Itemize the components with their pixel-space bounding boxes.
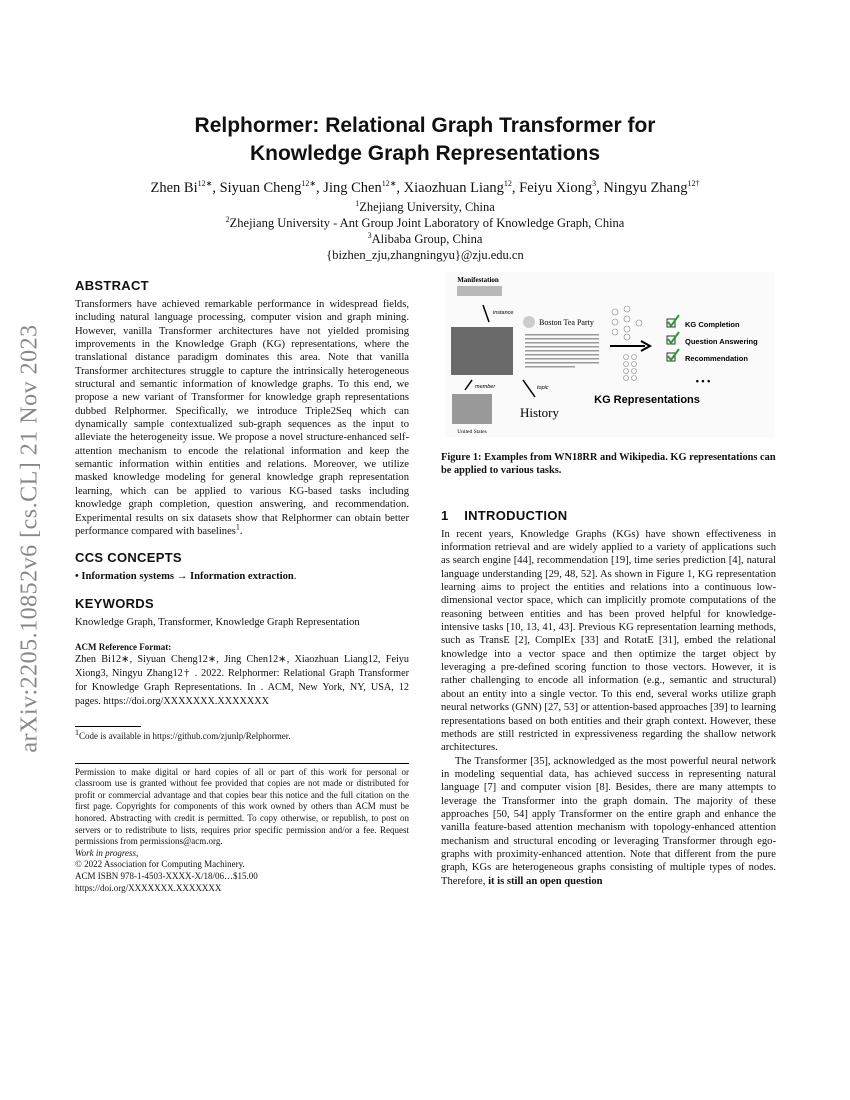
acm-ref-heading: ACM Reference Format: [75,641,172,652]
author: Ningyu Zhang$^{12\dagger}$ [603,179,700,196]
isbn: ACM ISBN 978-1-4503-XXXX-X/18/06…$15.00 [75,871,258,881]
task-label: KG Completion [685,320,740,329]
intro-emphasis: it is still an open question [488,875,603,887]
figure-label: KG Representations [594,394,700,406]
footnote-rule [75,726,141,727]
task-label: Question Answering [685,337,758,346]
permission-text: Permission to make digital or hard copies of all or part of this work for personal or classroom use is granted without fee provided that copies are not made or distributed for profit or commercial advantage and that copies bear this notice and the full citation on the first page. Copyrights for components of this work owned by others than ACM must be honored. Abstracting with credit is permitted. To copy otherwise, or republish, to post on servers or to redistribute to lists, requires prior specific permission and/or a fee. Request permissions from permissions@acm.org. [75,766,409,847]
keywords-heading: KEYWORDS [75,595,154,611]
keywords: Knowledge Graph, Transformer, Knowledge Graph Representation [75,616,360,628]
footnote-mark: 1 [235,522,240,532]
abstract-section [75,278,409,538]
abstract-body: Transformers have achieved remarkable performance in widespread fields, including natural language processing, computer vision and graph mining. However, vanilla Transformer architectures have not yielded promising improvements in the Knowledge Graph (KG) representations, where the translational distance paradigm dominates this area. Note that vanilla Transformer architectures struggle to capture the intrinsically heterogeneous structural and semantic information of knowledge graphs. To this end, we propose a new variant of Transformer for knowledge graph representations dubbed Relphormer. Specifically, we introduce Triple2Seq which can dynamically sample contextualized sub-graph sequences as the input to alleviate the heterogeneity issue. We propose a novel structure-enhanced self-attention mechanism to encode the relational information and keep the semantic information within entities and relations. Moreover, we utilize masked knowledge modeling for general knowledge graph representation learning, which can be applied to various KG-based tasks including knowledge graph completion, question answering, and recommendation. Experimental results on six datasets show that Relphormer can obtain better performance compared with baselines$^1$. [75,299,409,537]
intro-text: The Transformer [35], acknowledged as the most powerful neural network in modeling sequential data, has achieved success in representing natural language [7] and computer vision [8]. Besides, there are many attempts to leverage the Transformer into the graph domain. The majority of these approaches [50, 54] apply Transformer on the entire graph and enhance the vanilla feature-based attention mechanism with topology-enhanced attention mechanism and structural encoding or leveraging Transformer through ego-graphs with proximity-enhanced attention. Note that different from the pure graph, KGs are heterogeneous graphs consisting of multiple types of nodes. Therefore, [441,755,776,887]
task-label: Recommendation [685,354,748,363]
ccs-heading: CCS CONCEPTS [75,550,182,566]
manifestation-image [457,286,502,296]
united-states-map [452,394,492,424]
wikipedia-icon [523,316,535,328]
ccs-section [75,550,409,583]
boston-tea-party-image [451,327,513,375]
acm-ref-text: Zhen Bi12∗, Siyuan Cheng12∗, Jing Chen12∗, Xiaozhuan Liang12, Feiyu Xiong3, Ningyu Zhang12† . 2022. Relphormer: Relational Graph Transformer for Knowledge Graph Representations. In . ACM, New York, NY, USA, 12 pages. https://doi.org/XXXXXXX.XXXXXXX [75,654,409,707]
copyright: © 2022 Association for Computing Machinery. [75,859,245,870]
affiliation: $^1$Zhejiang University, China [355,198,495,214]
figure-label: Boston Tea Party [539,318,594,327]
figure-label: member [475,384,496,390]
figure-ellipsis: • • • [695,376,711,386]
ccs-concept: • Information systems [75,571,175,583]
affiliation: $^3$Alibaba Group, China [367,230,483,246]
figure-caption: Figure 1: Examples from WN18RR and Wikipedia. KG representations can be applied to various tasks. [441,452,776,477]
ccs-concept: Information extraction [189,571,294,583]
intro-paragraph [441,755,776,888]
footnote-mark: 1 [75,728,79,738]
intro-heading [441,508,776,524]
ccs-body: • Information systems → Information extraction. [75,571,297,583]
title-line: Knowledge Graph Representations [249,142,601,165]
figure-graphic [445,272,775,437]
figure-1 [445,272,775,437]
left-column [75,278,409,894]
footnote-text: Code is available in https://github.com/zjunlp/Relphormer. [79,731,291,742]
permission-rule [75,763,409,764]
section-title: INTRODUCTION [464,507,568,523]
author: Feiyu Xiong$^3$ [519,179,597,196]
introduction-section [441,508,776,888]
figure-label: topic [537,385,549,391]
emails: {bizhen_zju,zhangningyu}@zju.edu.cn [326,248,524,262]
abstract-text: Transformers have achieved remarkable performance in widespread fields, including natural language processing, computer vision and graph mining. However, vanilla Transformer architectures have not yielded promising improvements in the Knowledge Graph (KG) representations, where the translational distance paradigm dominates this area. Note that vanilla Transformer architectures struggle to capture the intrinsically heterogeneous structural and semantic information of knowledge graphs. To this end, we propose a new variant of Transformer for knowledge graph representations dubbed Relphormer. Specifically, we introduce Triple2Seq which can dynamically sample contextualized sub-graph sequences as the input to alleviate the heterogeneity issue. We propose a novel structure-enhanced self-attention mechanism to encode the relational information and keep the semantic information within entities and relations. Moreover, we utilize masked knowledge modeling for general knowledge graph representation learning, which can be applied to various KG-based tasks including knowledge graph completion, question answering, and recommendation. Experimental results on six datasets show that Relphormer can obtain better performance compared with baselines [75,299,409,537]
affiliation-list [0,199,850,247]
doi: https://doi.org/XXXXXXX.XXXXXXX [75,882,222,893]
abstract-heading: ABSTRACT [75,278,149,293]
figure-label: instance [493,310,514,316]
author: Siyuan Cheng$^{12∗}$ [219,179,317,196]
work-in-progress: Work in progress, [75,847,139,858]
title-line: Relphormer: Relational Graph Transformer for [194,114,656,137]
author: Zhen $Bi^{12∗}$ [150,179,213,196]
right-column [441,272,776,888]
arxiv-stamp: arXiv:2205.10852v6 [cs.CL] 21 Nov 2023 [16,324,43,753]
figure-label: History [520,405,559,420]
author: Jing Chen$^{12∗}$ [323,179,397,196]
ccs-arrow: → [174,571,190,583]
acm-reference [75,641,409,708]
keywords-section [75,596,409,629]
author: Xiaozhuan Liang$^{12}$ [403,179,512,196]
footnote [75,730,409,742]
figure-label: United States [457,429,487,435]
author-list: Zhen $Bi^{12∗}$, Siyuan Cheng$^{12∗}$, Jing Chen$^{12∗}$, Xiaozhuan Liang$^{12}$, Feiyu Xiong$^3$, Ningyu Zhang$^{12\dagger}$ [150,179,700,196]
permission-block [75,767,409,895]
intro-paragraph: In recent years, Knowledge Graphs (KGs) have shown effectiveness in information retrieval and are widely applied to a variety of applications such as search engine [44], recommendation [19], time series prediction [4], natural language understanding [29, 48, 52]. As shown in Figure 1, KG representation learning aims to project the entities and relations into a continuous low-dimensional vector space, which can implicitly promote computations of the reasoning between entities and has been proved helpful for knowledge-intensive tasks [10, 13, 41, 43]. Previous KG representation learning methods, such as TransE [2], ComplEx [33] and RotatE [31], embed the relational knowledge into a vector space and then optimize the target object by leveraging a pre-defined scoring function to those vectors. However, it is rather challenging to encode all information (e.g., semantic and structural) about an entity into a single vector. To this end, several works utilize graph neural networks (GNN) [27, 53] or attention-based approaches [39] to learning representations based on both entities and their graph context. However, these methods are still restricted in expressiveness regarding the shallow network architectures. [441,528,776,754]
affiliation: $^2$Zhejiang University - Ant Group Joint Laboratory of Knowledge Graph, China [225,214,625,230]
paper-title [0,112,850,168]
section-number: 1 [441,507,449,523]
figure-label: Manifestation [457,276,499,284]
